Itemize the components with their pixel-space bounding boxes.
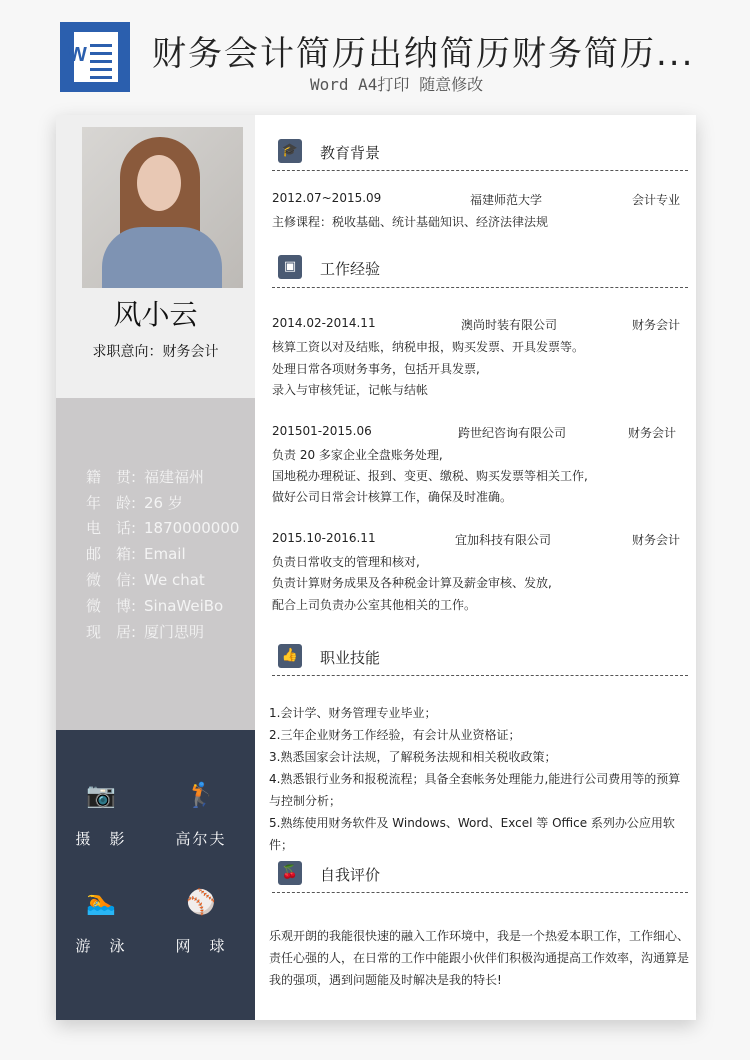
word-logo (60, 22, 130, 92)
info-row: 现 居: 厦门思明 (86, 623, 205, 641)
job-intent: 求职意向：财务会计 (92, 344, 219, 360)
self-eval-title: 自我评价 (320, 866, 381, 884)
profile-panel (56, 115, 255, 398)
hobby-golf: 🏌 高尔夫 (156, 778, 246, 849)
candidate-name: 风小云 (113, 298, 198, 331)
skills-list: 1.会计学、财务管理专业毕业； 2.三年企业财务工作经验，有会计从业资格证； 3.熟悉国家会计法规，了解税务法规和相关税收政策； 4.熟悉银行业务和报税流程；具备全套帐务处理能力,能进行公司费用等的预算与控制分析； 5.熟练使用财务软件及 Windows、Word、Excel 等 Office 系列办公应用软件； (269, 706, 681, 852)
golf-icon: 🏌 (186, 781, 216, 809)
profile-photo (82, 127, 243, 288)
info-row: 微 信: We chat (86, 571, 205, 589)
education-courses: 主修课程：税收基础、统计基础知识、经济法律法规 (272, 215, 549, 229)
work-detail: 国地税办理税证、报到、变更、缴税、购买发票等相关工作, (272, 469, 588, 483)
work-detail: 负责计算财务成果及各种税金计算及薪金审核、发放, (272, 576, 552, 590)
info-row: 邮 箱: Email (86, 545, 186, 563)
resume-page: 风小云 求职意向：财务会计 籍 贯: 福建福州 年 龄: 26 岁 电 话: 1870000000 邮 箱: Email 微 信: We chat 微 博: SinaWeiBo 现 居: 厦门思明 📷 摄 影 🏌 高尔夫 🏊 游 泳 ⚾ 网 球 🎓 教育背景 2012.07~2015.09 福建师范大学 会计专业 主修课程：税收基础、统计基础知识、经济法律法规 ▣ 工作经验 2014.02-2014.11 澳尚时装有限公司 财务会计 核算工资以对及结账，纳税申报，购买发票、开具发票等。 处理日常各项财务事务，包括开具发票, 录入与审核凭证，记帐与结帐 201501-2015.06 跨世纪咨询有限公司 财务会计 负责 20 多家企业全盘账务处理, 国地税办理税证、报到、变更、缴税、购买发票等相关工作, 做好公司日常会计核算工作，确保及时准确。 2015.10-2016.11 宜加科技有限公司 财务会计 负责日常收支的管理和核对, 负责计算财务成果及各种税金计算及薪金审核、发放, 配合上司负责办公室其他相关的工作。 👍 职业技能 1.会计学、财务管理专业毕业； 2.三年企业财务工作经验，有会计从业资格证； 3.熟悉国家会计法规，了解税务法规和相关税收政策； 4.熟悉银行业务和报税流程；具备全套帐务处理能力,能进行公司费用等的预算与控制分析； 5.熟练使用财务软件及 Windows、Word、Excel 等 Office 系列办公应用软件； 🍒 自我评价 乐观开朗的我能很快速的融入工作环境中，我是一个热爱本职工作，工作细心、责任心强的人，在日常的工作中能跟小伙伴们积极沟通提高工作效率，沟通算是我的强项，遇到问题能及时解决是我的特长! (56, 115, 696, 1020)
ball-icon: ⚾ (186, 888, 216, 916)
document-subtitle: Word A4打印 随意修改 (310, 75, 484, 94)
divider (272, 675, 688, 676)
hobby-swimming: 🏊 游 泳 (56, 885, 146, 956)
skills-title: 职业技能 (320, 649, 381, 667)
thumbs-up-icon: 👍 (278, 644, 302, 668)
work-detail: 负责日常收支的管理和核对, (272, 555, 420, 569)
hobby-photography: 📷 摄 影 (56, 778, 146, 849)
divider (272, 170, 688, 171)
divider (272, 287, 688, 288)
work-detail: 处理日常各项财务事务，包括开具发票, (272, 362, 480, 376)
personal-info-panel (56, 398, 255, 730)
camera-icon: 📷 (86, 781, 116, 809)
work-detail: 做好公司日常会计核算工作，确保及时准确。 (272, 490, 513, 504)
work-detail: 配合上司负责办公室其他相关的工作。 (272, 598, 477, 612)
info-row: 年 龄: 26 岁 (86, 494, 183, 512)
work-detail: 核算工资以对及结账，纳税申报，购买发票、开具发票等。 (272, 340, 585, 354)
divider (272, 892, 688, 893)
word-logo-letter: W (68, 44, 87, 66)
cube-icon: ▣ (278, 255, 302, 279)
hobby-ball: ⚾ 网 球 (156, 885, 246, 956)
work-title: 工作经验 (320, 260, 381, 278)
education-title: 教育背景 (320, 144, 381, 162)
info-row: 电 话: 1870000000 (86, 519, 240, 537)
work-detail: 录入与审核凭证，记帐与结帐 (272, 383, 429, 397)
graduation-cap-icon: 🎓 (278, 139, 302, 163)
cherries-icon: 🍒 (278, 861, 302, 885)
info-row: 微 博: SinaWeiBo (86, 597, 224, 615)
self-eval-text: 乐观开朗的我能很快速的融入工作环境中，我是一个热爱本职工作，工作细心、责任心强的人，在日常的工作中能跟小伙伴们积极沟通提高工作效率，沟通算是我的强项，遇到问题能及时解决是我的特长! (269, 929, 690, 987)
hobbies-panel (56, 730, 255, 1020)
info-row: 籍 贯: 福建福州 (86, 468, 205, 486)
document-title: 财务会计简历出纳简历财务简历... (152, 34, 695, 74)
swimming-icon: 🏊 (86, 888, 116, 916)
work-detail: 负责 20 多家企业全盘账务处理, (272, 448, 443, 462)
